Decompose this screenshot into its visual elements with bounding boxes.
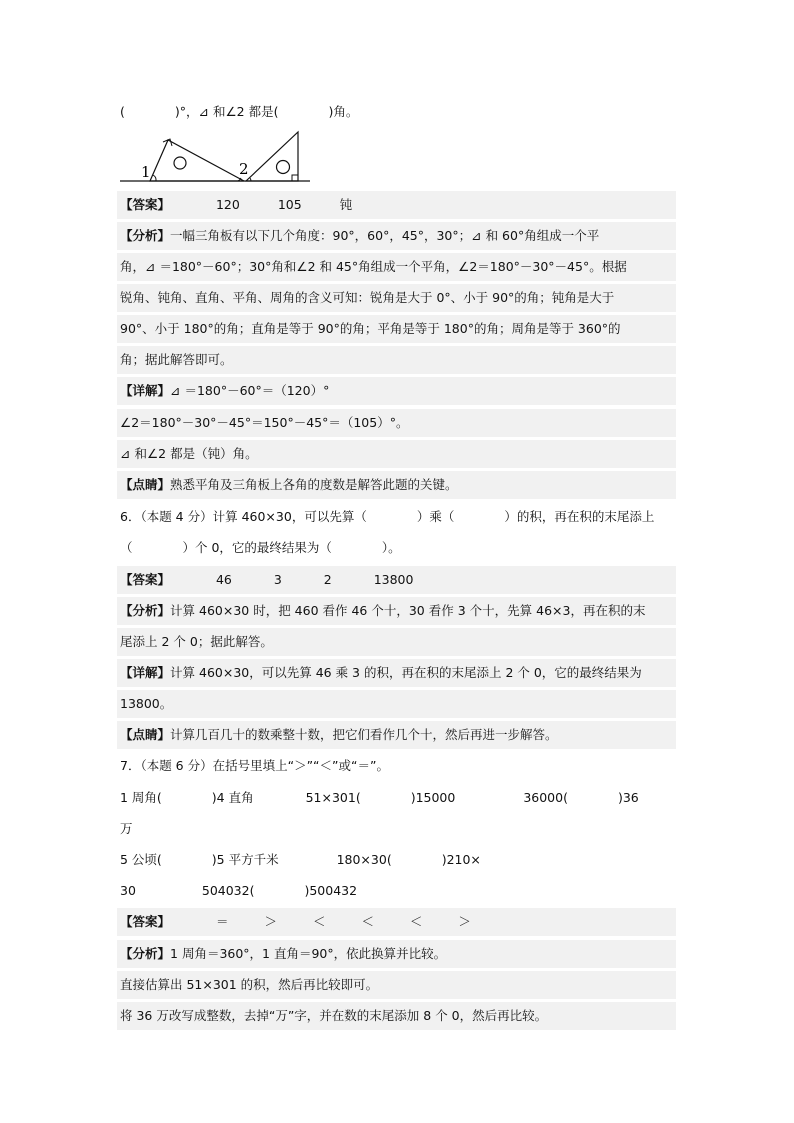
- q7-row-1-wrap: [120, 815, 676, 843]
- analysis-label: 【分析】: [120, 603, 171, 618]
- point-text: 计算几百几十的数乘整十数，把它们看作几个十，然后再进一步解答。: [170, 727, 558, 742]
- answer-label: 【答案】: [120, 572, 171, 587]
- q6-analysis-line-2: [117, 628, 676, 656]
- answer-value: 46: [215, 572, 232, 587]
- q6-point-row: [117, 721, 676, 749]
- q5-detail-line-2: [117, 409, 676, 437]
- q7-analysis-line-2: [117, 971, 676, 999]
- analysis-text: 直接估算出 51×301 的积，然后再比较即可。: [120, 977, 379, 992]
- q7-row-2: [120, 846, 676, 874]
- q5-analysis-line-4: [117, 315, 676, 343]
- answer-value: 13800: [373, 572, 414, 587]
- detail-text: ⊿ 和∠2 都是（钝）角。: [120, 446, 258, 461]
- analysis-text: 角；据此解答即可。: [120, 352, 233, 367]
- q7-analysis-line-1: [117, 940, 676, 968]
- point-label: 【点睛】: [120, 727, 171, 742]
- q7-title: [120, 752, 676, 780]
- question-5-text: ( )°，⊿ 和∠2 都是( )角。: [120, 104, 359, 119]
- q7-row-3: [120, 877, 676, 905]
- angle-2-label: 2: [239, 160, 249, 178]
- triangle-diagram: [118, 128, 318, 186]
- answer-value: 2: [323, 572, 332, 587]
- comparison-item: 30: [120, 883, 136, 898]
- right-angle-mark-right: [292, 175, 298, 181]
- q5-point-row: [117, 471, 676, 499]
- detail-text: 13800。: [120, 696, 173, 711]
- analysis-text: 角，⊿ ＝180°－60°；30°角和∠2 和 45°角组成一个平角，∠2＝180°－30°－45°。根据: [120, 259, 627, 274]
- q6-line-1: [120, 503, 676, 531]
- detail-label: 【详解】: [120, 665, 171, 680]
- answer-label: 【答案】: [120, 914, 171, 929]
- question-5-tail: [120, 98, 676, 126]
- comparison-item: 万: [120, 821, 133, 836]
- point-label: 【点睛】: [120, 477, 171, 492]
- answer-value: ＜: [312, 914, 326, 929]
- answer-value: 3: [273, 572, 282, 587]
- analysis-label: 【分析】: [120, 946, 171, 961]
- analysis-text: 尾添上 2 个 0；据此解答。: [120, 634, 273, 649]
- comparison-item: 504032( )500432: [201, 883, 358, 898]
- answer-value: ＜: [409, 914, 423, 929]
- comparison-item: 1 周角( )4 直角: [120, 790, 254, 805]
- answer-value: 钝: [339, 197, 353, 212]
- answer-value: 105: [277, 197, 302, 212]
- q5-detail-line-1: [117, 377, 676, 405]
- q7-row-1: [120, 784, 676, 812]
- q5-analysis-line-1: [117, 222, 676, 250]
- detail-text: ∠2＝180°－30°－45°＝150°－45°＝（105）°。: [120, 415, 409, 430]
- q5-analysis-line-5: [117, 346, 676, 374]
- question-6-text: （ ）个 0，它的最终结果为（ ）。: [120, 540, 401, 555]
- answer-label: 【答案】: [120, 197, 171, 212]
- q6-answer-row: [117, 566, 676, 594]
- q6-line-2: [120, 534, 676, 562]
- answer-value: ＞: [264, 914, 277, 929]
- detail-label: 【详解】: [120, 383, 171, 398]
- comparison-item: 5 公顷( )5 平方千米: [120, 852, 279, 867]
- q5-analysis-line-3: [117, 284, 676, 312]
- q5-analysis-line-2: [117, 253, 676, 281]
- answer-value: ＜: [361, 914, 374, 929]
- q6-analysis-line-1: [117, 597, 676, 625]
- analysis-text: 锐角、钝角、直角、平角、周角的含义可知：锐角是大于 0°、小于 90°的角；钝角是大于: [120, 290, 615, 305]
- answer-value: ＞: [458, 914, 471, 929]
- q5-detail-line-3: [117, 440, 676, 468]
- right-triangle: [246, 132, 298, 181]
- analysis-text: 一幅三角板有以下几个角度：90°，60°，45°，30°；⊿ 和 60°角组成一个平: [170, 228, 600, 243]
- detail-text: ⊿ ＝180°－60°＝（120）°: [170, 383, 330, 398]
- question-7-text: 7．（本题 6 分）在括号里填上“＞”“＜”或“＝”。: [120, 758, 389, 773]
- q5-answer-row: [117, 191, 676, 219]
- comparison-item: 51×301( )15000: [305, 790, 456, 805]
- analysis-text: 90°、小于 180°的角；直角是等于 90°的角；平角是等于 180°的角；周角是等于 360°的: [120, 321, 621, 336]
- right-triangle-hole: [277, 161, 290, 174]
- comparison-item: 180×30( )210×: [336, 852, 481, 867]
- comparison-item: 36000( )36: [523, 790, 639, 805]
- q7-analysis-line-3: [117, 1002, 676, 1030]
- angle-1-label: 1: [141, 163, 151, 181]
- left-triangle: [150, 140, 244, 181]
- angle-1-arc: [153, 175, 156, 181]
- q7-answer-row: [117, 908, 676, 936]
- answer-value: ＝: [215, 914, 229, 929]
- answer-value: 120: [215, 197, 240, 212]
- point-text: 熟悉平角及三角板上各角的度数是解答此题的关键。: [170, 477, 458, 492]
- q6-detail-line-2: [117, 690, 676, 718]
- q6-detail-line-1: [117, 659, 676, 687]
- analysis-text: 计算 460×30 时，把 460 看作 46 个十，30 看作 3 个十，先算 46×3，再在积的末: [170, 603, 646, 618]
- detail-text: 计算 460×30，可以先算 46 乘 3 的积，再在积的末尾添上 2 个 0，它的最终结果为: [170, 665, 642, 680]
- analysis-text: 1 周角＝360°，1 直角＝90°，依此换算并比较。: [170, 946, 447, 961]
- question-6-text: 6．（本题 4 分）计算 460×30，可以先算（ ）乘（ ）的积，再在积的末尾添上: [120, 509, 655, 524]
- analysis-text: 将 36 万改写成整数，去掉“万”字，并在数的末尾添加 8 个 0，然后再比较。: [120, 1008, 548, 1023]
- left-triangle-hole: [174, 157, 186, 169]
- analysis-label: 【分析】: [120, 228, 171, 243]
